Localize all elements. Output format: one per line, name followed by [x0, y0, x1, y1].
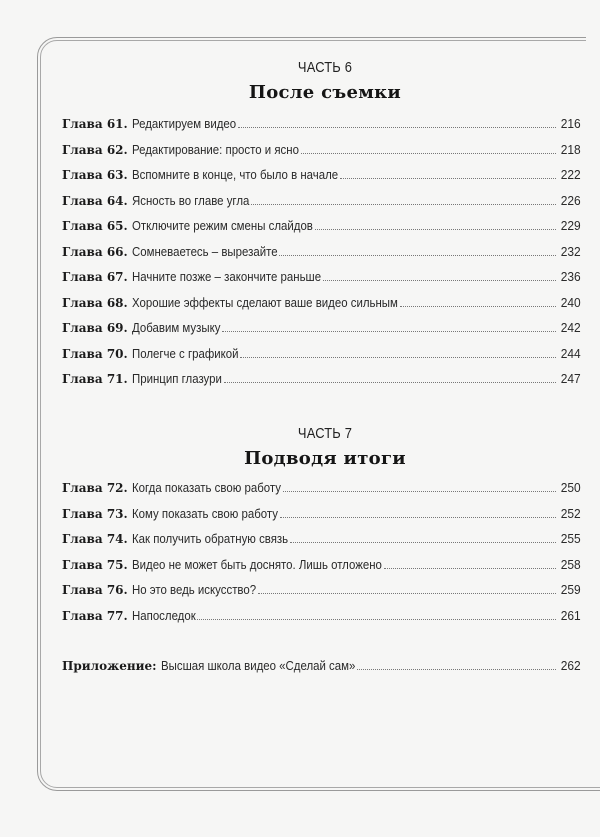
toc-row-chapter[interactable] [62, 294, 581, 312]
toc-row-chapter[interactable] [62, 115, 581, 133]
dot-leader [323, 280, 557, 281]
toc-row-chapter[interactable] [62, 192, 581, 210]
chapter-title-wrap [132, 268, 321, 286]
chapter-page-number: 250 [561, 480, 581, 495]
dot-leader [222, 331, 556, 332]
chapter-page-number: 229 [561, 218, 581, 233]
toc-row-chapter[interactable] [62, 166, 581, 184]
chapter-title-wrap [132, 556, 382, 574]
chapter-label: Глава 75. [62, 557, 128, 572]
toc-row-chapter[interactable] [62, 319, 581, 337]
toc-row-chapter[interactable] [62, 243, 581, 261]
dot-leader [315, 229, 557, 230]
chapter-label: Глава 77. [62, 609, 128, 623]
toc-row-chapter[interactable] [62, 370, 581, 388]
toc-row-chapter[interactable] [62, 607, 581, 625]
chapter-title-wrap [132, 479, 281, 497]
chapter-page-number: 216 [561, 116, 581, 131]
chapter-label: Глава 61. [62, 117, 128, 131]
chapter-label: Глава 76. [62, 583, 128, 598]
appendix-title-wrap [161, 657, 355, 675]
chapter-page-number: 247 [561, 371, 581, 386]
dot-leader [290, 542, 556, 543]
dot-leader [301, 153, 557, 154]
chapter-title: Добавим музыку [131, 320, 221, 335]
chapter-title: Полегче с графикой [131, 345, 239, 361]
chapter-title-wrap [132, 370, 222, 388]
chapter-title: Сомневаетесь – вырезайте [131, 243, 278, 259]
chapter-label: Глава 63. [62, 168, 128, 182]
chapter-title-wrap [132, 217, 313, 235]
toc-row-chapter[interactable] [62, 556, 581, 574]
appendix-label: Приложение: [62, 659, 157, 673]
chapter-title: Напоследок [131, 608, 196, 623]
chapter-title: Хорошие эффекты сделают ваше видео сильным [131, 294, 398, 310]
chapter-page-number: 244 [561, 345, 581, 361]
appendix-page-number: 262 [561, 658, 581, 673]
dot-leader [400, 306, 557, 307]
chapter-label: Глава 67. [62, 270, 128, 284]
chapter-title-wrap [132, 243, 278, 261]
toc-row-chapter[interactable] [62, 479, 581, 497]
chapter-title-wrap [132, 505, 278, 523]
chapter-label: Глава 65. [62, 219, 128, 233]
dot-leader [279, 255, 556, 256]
toc-row-chapter[interactable] [62, 505, 581, 523]
chapter-label: Глава 69. [62, 321, 128, 335]
chapter-page-number: 258 [561, 556, 581, 572]
chapter-title-wrap [132, 192, 249, 210]
chapter-title-wrap [132, 345, 239, 363]
chapter-label: Глава 68. [62, 295, 128, 310]
part-7-title: Подводя итоги [244, 448, 406, 469]
toc-row-chapter[interactable] [62, 141, 581, 159]
chapter-label: Глава 71. [62, 372, 128, 386]
chapter-title: Редактирование: просто и ясно [131, 141, 299, 157]
dot-leader [357, 669, 556, 670]
dot-leader [238, 127, 556, 128]
chapter-title-wrap [132, 581, 256, 599]
chapter-page-number: 255 [561, 531, 581, 547]
toc-row-chapter[interactable] [62, 345, 581, 363]
dot-leader [197, 619, 556, 620]
chapter-page-number: 259 [561, 582, 581, 598]
chapter-label: Глава 64. [62, 193, 128, 208]
dot-leader [384, 568, 557, 569]
chapter-page-number: 242 [561, 320, 581, 335]
dot-leader [283, 491, 557, 492]
chapter-title-wrap [132, 319, 220, 337]
dot-leader [280, 517, 557, 518]
chapter-label: Глава 66. [62, 244, 128, 259]
chapter-page-number: 218 [561, 141, 581, 157]
chapter-page-number: 261 [561, 608, 581, 623]
part-7-label: ЧАСТЬ 7 [297, 425, 353, 442]
chapter-title: Начните позже – закончите раньше [131, 269, 321, 284]
chapter-label: Глава 73. [62, 506, 128, 521]
dot-leader [340, 178, 556, 179]
chapter-title-wrap [132, 607, 196, 625]
dot-leader [258, 593, 557, 594]
chapter-page-number: 232 [561, 243, 581, 259]
toc-row-chapter[interactable] [62, 268, 581, 286]
dot-leader [240, 357, 556, 358]
toc-row-chapter[interactable] [62, 217, 581, 235]
part-6-title: После съемки [248, 82, 402, 103]
chapter-title-wrap [132, 115, 236, 133]
chapter-title: Принцип глазури [131, 371, 222, 386]
chapter-title: Когда показать свою работу [131, 480, 281, 495]
chapter-page-number: 252 [561, 505, 581, 521]
chapter-title-wrap [132, 294, 398, 312]
part-6-label: ЧАСТЬ 6 [297, 59, 353, 76]
chapter-title: Ясность во главе угла [131, 192, 250, 208]
chapter-page-number: 226 [561, 192, 581, 208]
chapter-title: Вспомните в конце, что было в начале [131, 167, 338, 182]
chapter-page-number: 222 [561, 167, 581, 182]
chapter-label: Глава 62. [62, 142, 128, 157]
dot-leader [224, 382, 557, 383]
toc-row-appendix[interactable] [62, 657, 581, 675]
frame-edge-mask [586, 30, 600, 46]
chapter-page-number: 236 [561, 269, 581, 284]
chapter-title: Кому показать свою работу [131, 505, 278, 521]
chapter-title-wrap [132, 166, 338, 184]
chapter-label: Глава 70. [62, 346, 128, 361]
chapter-title: Но это ведь искусство? [131, 582, 256, 598]
chapter-title-wrap [132, 141, 299, 159]
chapter-title: Редактируем видео [131, 116, 236, 131]
chapter-page-number: 240 [561, 294, 581, 310]
toc-row-chapter[interactable] [62, 530, 581, 548]
chapter-title: Отключите режим смены слайдов [131, 218, 313, 233]
dot-leader [251, 204, 556, 205]
chapter-title: Видео не может быть доснято. Лишь отложено [131, 556, 382, 572]
chapter-label: Глава 72. [62, 481, 128, 495]
chapter-title: Как получить обратную связь [131, 531, 288, 547]
appendix-title: Высшая школа видео «Сделай сам» [160, 658, 355, 673]
toc-row-chapter[interactable] [62, 581, 581, 599]
chapter-label: Глава 74. [62, 532, 128, 547]
chapter-title-wrap [132, 530, 288, 548]
